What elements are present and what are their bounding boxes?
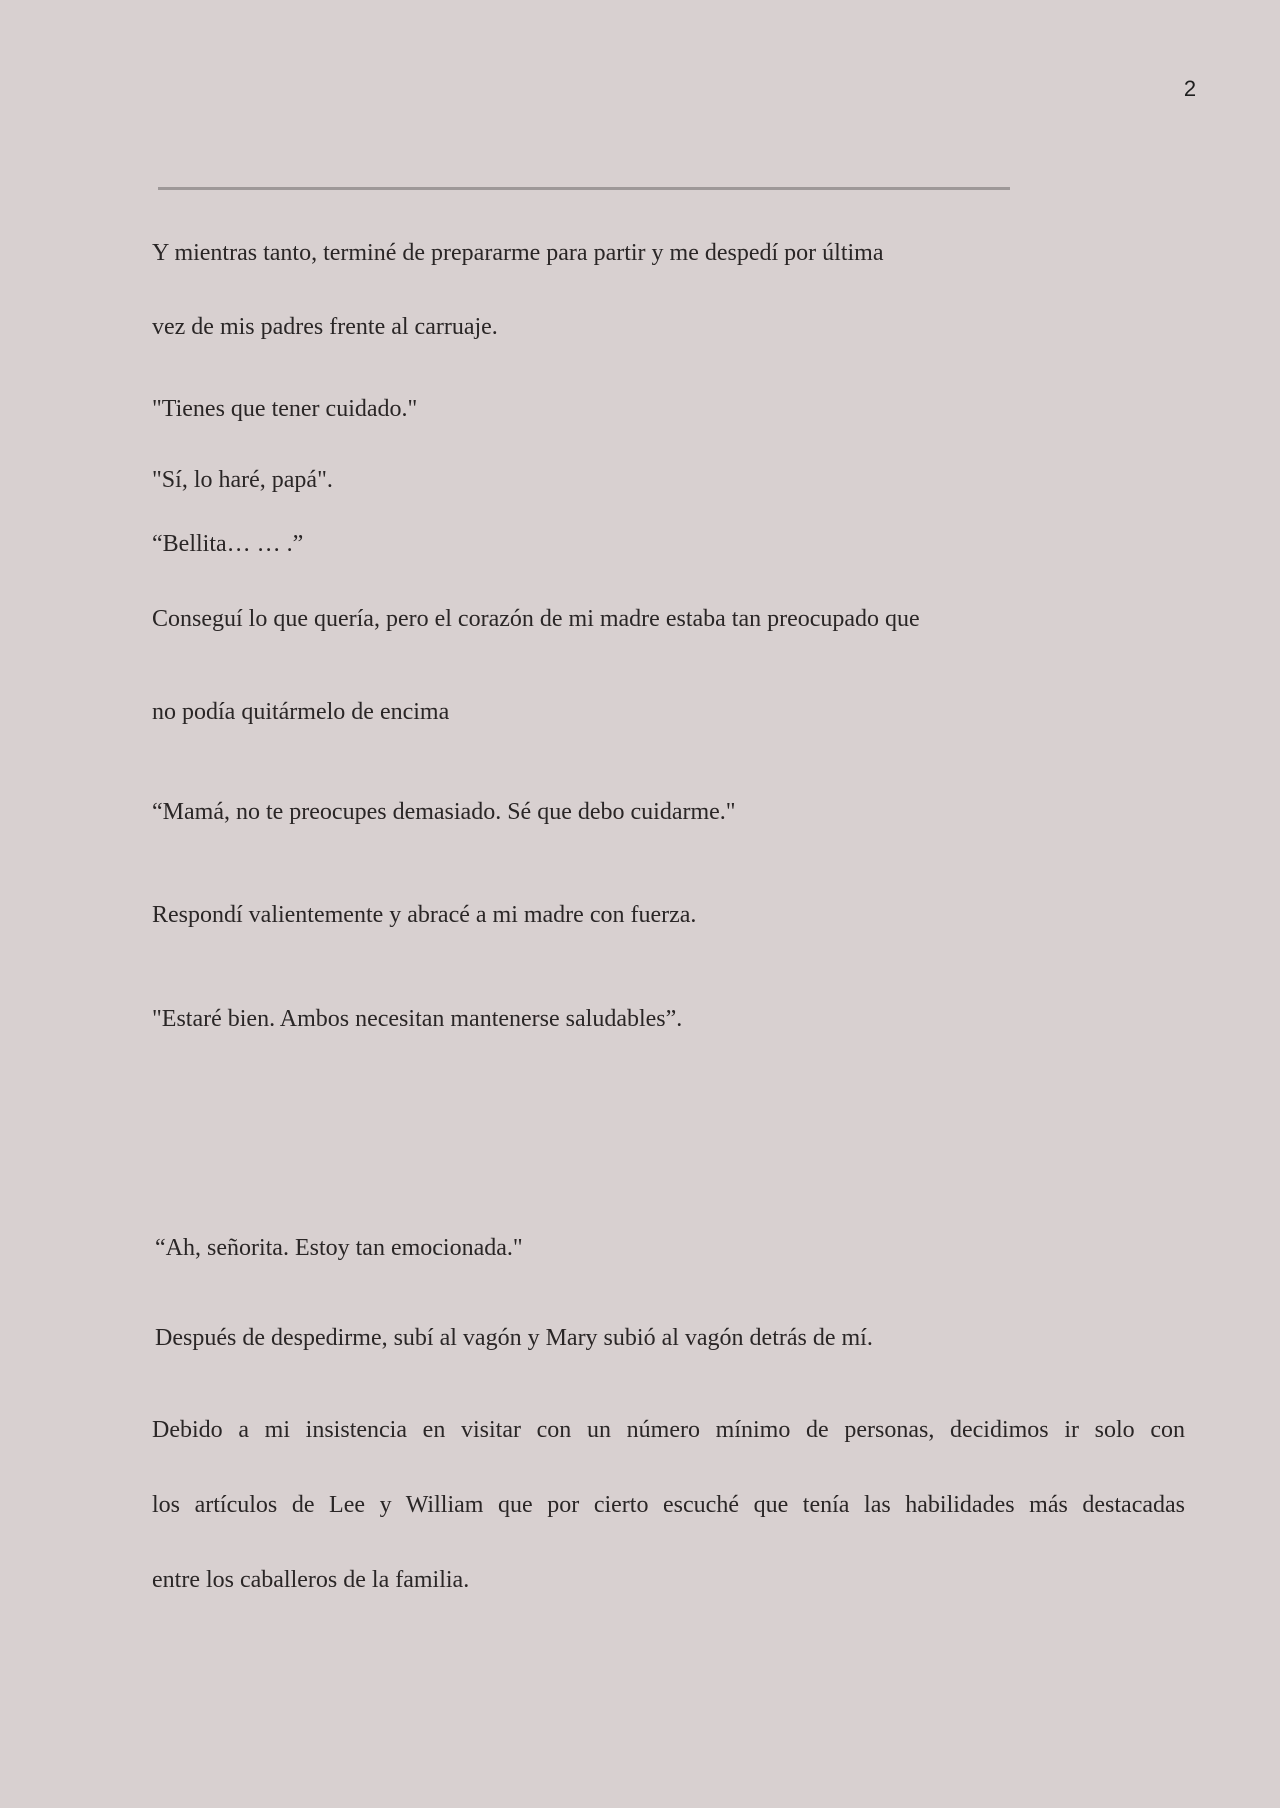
- dialogue-line: “Bellita… … .”: [152, 531, 304, 557]
- paragraph-line: vez de mis padres frente al carruaje.: [152, 314, 498, 340]
- paragraph-line: entre los caballeros de la familia.: [152, 1567, 470, 1593]
- paragraph-line: los artículos de Lee y William que por cierto escuché que tenía las habilidades más destacadas: [152, 1492, 1185, 1518]
- paragraph-line: Conseguí lo que quería, pero el corazón de mi madre estaba tan preocupado que: [152, 606, 920, 632]
- dialogue-line: “Mamá, no te preocupes demasiado. Sé que debo cuidarme.": [152, 799, 736, 825]
- paragraph-line: no podía quitármelo de encima: [152, 699, 450, 725]
- paragraph-line: Respondí valientemente y abracé a mi madre con fuerza.: [152, 902, 697, 928]
- paragraph-line: Debido a mi insistencia en visitar con un número mínimo de personas, decidimos ir solo con: [152, 1417, 1185, 1443]
- dialogue-line: "Estaré bien. Ambos necesitan mantenerse saludables”.: [152, 1006, 683, 1032]
- dialogue-line: "Tienes que tener cuidado.": [152, 396, 418, 422]
- page-number: 2: [1183, 76, 1197, 101]
- dialogue-line: “Ah, señorita. Estoy tan emocionada.": [155, 1235, 523, 1261]
- paragraph-line: Después de despedirme, subí al vagón y Mary subió al vagón detrás de mí.: [155, 1325, 873, 1351]
- paragraph-line: Y mientras tanto, terminé de prepararme para partir y me despedí por última: [152, 240, 884, 266]
- dialogue-line: "Sí, lo haré, papá".: [152, 467, 333, 493]
- horizontal-divider: [158, 187, 1010, 190]
